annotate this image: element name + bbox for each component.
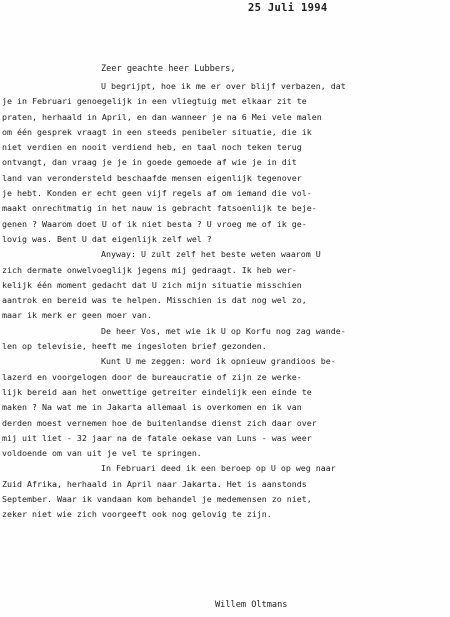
letter-line: maar ik merk er geen moer van. — [2, 310, 152, 321]
letter-line: kelijk één moment gedacht dat U zich mijn situatie misschien — [2, 279, 302, 290]
letter-line: land van verondersteld beschaafde mensen eigenlijk tegenover — [2, 172, 302, 183]
letter-line: Anyway: U zult zelf het beste weten waarom U — [101, 249, 321, 260]
letter-line: lovig was. Bent U dat eigenlijk zelf wel ? — [2, 233, 212, 244]
letter-body — [2, 79, 448, 523]
letter-line: Kunt U me zeggen: word ik opnieuw grandioos be- — [101, 356, 336, 367]
letter-line: mij uit liet - 32 jaar na de fatale oekase van Luns - was weer — [2, 432, 312, 443]
letter-line: praten, herhaald in April, en dan wanneer je na 6 Mei vele malen — [2, 111, 322, 122]
letter-line: De heer Vos, met wie ik U op Korfu nog zag wande- — [101, 325, 346, 336]
letter-line: zich dermate onwelvoeglijk jegens mij gedraagt. Ik heb wer- — [2, 264, 297, 275]
letter-line: lazerd en voorgelogen door de bureaucratie of zijn ze werke- — [2, 371, 302, 382]
letter-line: aantrok en bereid was te helpen. Misschien is dat nog wel zo, — [2, 295, 307, 306]
letter-line: maken ? Na wat me in Jakarta allemaal is overkomen en ik van — [2, 402, 302, 413]
letter-line: ontvangt, dan vraag je je in goede gemoede af wie je in dit — [2, 157, 297, 168]
letter-line: genen ? Waarom doet U of ik niet besta ? U vroeg me of ik ge- — [2, 218, 307, 229]
letter-line: U begrijpt, hoe ik me er over blijf verbazen, dat — [101, 81, 346, 91]
letter-line: om één gesprek vraagt in een steeds penibeler situatie, die ik — [2, 126, 312, 137]
letter-line: In Februari deed ik een beroep op U op weg naar — [101, 463, 336, 474]
letter-salutation: Zeer geachte heer Lubbers, — [101, 64, 236, 74]
letter-line: Zuid Afrika, herhaald in April naar Jakarta. Het is aanstonds — [2, 478, 307, 489]
letter-line: je in Februari genoegelijk in een vliegtuig met elkaar zit te — [2, 96, 307, 107]
letter-line: maakt onrechtmatig in het nauw is gebracht fatsoenlijk te beje- — [2, 203, 317, 214]
letter-line: voldoende om van uit je vel te springen. — [2, 448, 202, 459]
letter-line: zeker niet wie zich voorgeeft ook nog gelovig te zijn. — [2, 509, 272, 520]
letter-line: len op televisie, heeft me ingesloten brief gezonden. — [2, 341, 267, 352]
letter-line: lijk bereid aan het onwettige getreiter eindelijk een einde te — [2, 386, 312, 397]
letter-line: September. Waar ik vandaan kom behandel je medemensen zo niet, — [2, 494, 312, 505]
letter-line: je hebt. Konden er echt geen vijf regels af om iemand die vol- — [2, 188, 312, 199]
letter-signature: Willem Oltmans — [215, 600, 288, 610]
letter-date: 25 Juli 1994 — [248, 2, 328, 14]
letter-line: derden moest vernemen hoe de buitenlandse dienst zich daar over — [2, 417, 317, 428]
letter-line: niet verdien en nooit verdiend heb, en taal noch teken terug — [2, 142, 302, 153]
